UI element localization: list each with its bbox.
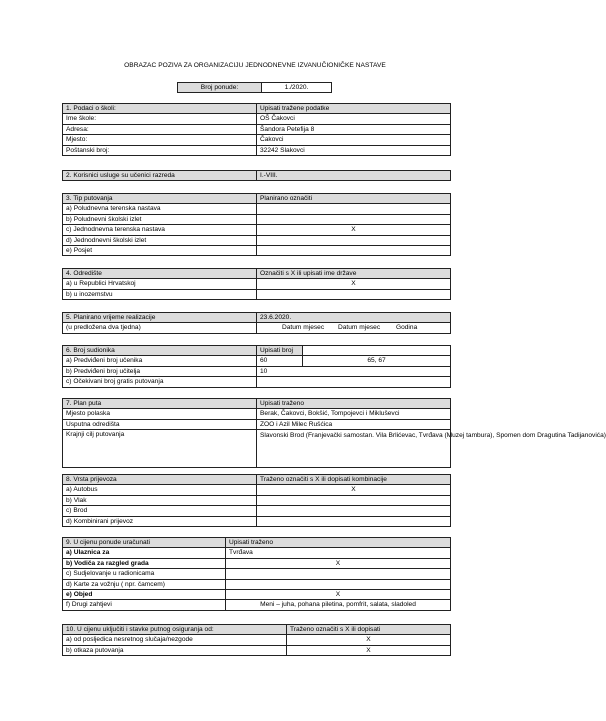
table-row <box>63 204 451 214</box>
table-row <box>63 635 451 645</box>
table-row <box>63 600 451 610</box>
table-row <box>63 495 451 505</box>
row-value <box>257 495 451 505</box>
table-row <box>63 245 451 255</box>
section-header: 1. Podaci o školi: <box>63 104 257 114</box>
table-row <box>63 235 451 245</box>
row-label: b) Predviđeni broj učitelja <box>63 366 257 376</box>
table-row <box>63 135 451 145</box>
itinerary-table <box>62 398 606 468</box>
row-label: c) Brod <box>63 506 257 516</box>
included-in-price-table <box>62 537 451 611</box>
school-info-table <box>62 103 451 156</box>
table-row <box>63 145 451 155</box>
table-row <box>63 569 451 579</box>
section-header: 2. Korisnici usluge su učenici razreda <box>63 171 257 181</box>
row-value: Čakovci <box>257 135 451 145</box>
row-label: d) Kombinirani prijevoz <box>63 516 257 526</box>
table-row <box>63 485 451 495</box>
row-value <box>257 516 451 526</box>
row-label: Adresa: <box>63 124 257 134</box>
section-header-instruction: Traženo označiti s X ili dopisati kombinacije <box>257 475 451 485</box>
document-title: OBRAZAC POZIVA ZA ORGANIZACIJU JEDNODNEVNE IZVANUČIONIČKE NASTAVE <box>124 62 386 69</box>
row-value <box>257 289 451 299</box>
row-label: b) Vodiča za razgled grada <box>63 558 226 568</box>
row-value: Tvrđava <box>226 548 451 558</box>
table-row <box>63 589 451 599</box>
table-row <box>63 114 451 124</box>
row-value: X <box>226 589 451 599</box>
grades-table <box>62 170 451 181</box>
date-label: Godina <box>395 324 418 332</box>
section-header: 4. Odredište <box>63 269 257 279</box>
offer-number-value: 1./2020. <box>262 83 332 93</box>
row-value <box>257 506 451 516</box>
row-value <box>226 569 451 579</box>
date-label: Datum mjesec <box>282 324 325 332</box>
row-label: (u predložena dva tjedna) <box>63 323 257 333</box>
row-label: Poštanski broj: <box>63 145 257 155</box>
transport-table <box>62 474 451 527</box>
row-label: a) u Republici Hrvatskoj <box>63 279 257 289</box>
date-labels <box>257 323 451 333</box>
row-label: a) Autobus <box>63 485 257 495</box>
row-value: X <box>257 225 451 235</box>
table-row <box>63 430 451 468</box>
row-label: b) u inozemstvu <box>63 289 257 299</box>
table-row <box>63 419 451 429</box>
row-label: Krajnji cilj putovanja <box>63 430 257 468</box>
row-value <box>257 235 451 245</box>
table-row <box>63 645 451 655</box>
participants-table <box>62 345 451 388</box>
row-label: d) Karte za vožnju ( npr. čamcem) <box>63 579 226 589</box>
trip-type-table <box>62 193 451 256</box>
row-value: Meni – juha, pohana piletina, pomfrit, salata, sladoled <box>226 600 451 610</box>
row-label: a) Predviđeni broj učenika <box>63 356 257 366</box>
table-row <box>63 558 451 568</box>
section-header-instruction: Označiti s X ili upisati ime države <box>257 269 451 279</box>
row-label: b) Poludnevni školski izlet <box>63 214 257 224</box>
section-header: 9. U cijenu ponude uračunati <box>63 538 226 548</box>
row-value: 60 <box>257 356 303 366</box>
row-value: X <box>257 485 451 495</box>
offer-number-table <box>177 82 332 93</box>
row-label: b) otkaza putovanja <box>63 645 287 655</box>
row-value: X <box>287 635 451 645</box>
row-value: OŠ Čakovci <box>257 114 451 124</box>
row-value: Slavonski Brod (Franjevački samostan. Vila Brlićevac, Tvrđava (Muzej tambura), Spomen dom Dragutina Tadijanovića) <box>257 430 451 468</box>
row-label: Mjesto polaska <box>63 409 257 419</box>
table-row <box>63 366 451 376</box>
row-value: X <box>287 645 451 655</box>
row-value <box>226 579 451 589</box>
row-label: c) Jednodnevna terenska nastava <box>63 225 257 235</box>
table-row <box>63 289 451 299</box>
row-label: a) od posljedica nesretnog slučaja/nezgode <box>63 635 287 645</box>
row-value <box>257 214 451 224</box>
section-header-instruction: Upisati broj <box>257 346 303 356</box>
row-label: f) Drugi zahtjevi <box>63 600 226 610</box>
row-value <box>257 204 451 214</box>
row-label: b) Vlak <box>63 495 257 505</box>
table-row <box>63 409 451 419</box>
row-value: Berak, Čakovci, Bokšić, Tompojevci i Mikluševci <box>257 409 451 419</box>
row-label: c) Sudjelovanje u radionicama <box>63 569 226 579</box>
row-value: X <box>257 279 451 289</box>
table-row <box>63 225 451 235</box>
row-value: 32242 Slakovci <box>257 145 451 155</box>
section-header: 6. Broj sudionika <box>63 346 257 356</box>
section-header-instruction: Traženo označiti s X ili dopisati <box>287 625 451 635</box>
table-row <box>63 579 451 589</box>
section-header: 7. Plan puta <box>63 399 257 409</box>
table-row <box>63 506 451 516</box>
destination-table <box>62 268 451 300</box>
section-header: 5. Planirano vrijeme realizacije <box>63 313 257 323</box>
table-row <box>63 124 451 134</box>
table-row <box>63 279 451 289</box>
row-value: Šandora Petefija 8 <box>257 124 451 134</box>
row-value: 65, 67 <box>303 356 451 366</box>
planned-date: 23.6.2020. <box>257 313 451 323</box>
date-label: Datum mjesec <box>337 324 381 332</box>
row-label: c) Očekivani broj gratis putovanja <box>63 377 257 387</box>
row-label: Usputna odredišta <box>63 419 257 429</box>
row-label: e) Posjet <box>63 245 257 255</box>
row-value: ZOO i Azil Milec Rušćica <box>257 419 451 429</box>
table-row <box>63 548 451 558</box>
section-header: 10. U cijenu uključiti i stavke putnog osiguranja od: <box>63 625 287 635</box>
travel-insurance-table <box>62 624 451 656</box>
section-header: 8. Vrsta prijevoza <box>63 475 257 485</box>
row-value: X <box>226 558 451 568</box>
table-row <box>63 516 451 526</box>
section-header-instruction: Upisati tražene podatke <box>257 104 451 114</box>
table-row <box>63 214 451 224</box>
row-label: Mjesto: <box>63 135 257 145</box>
section-header: 3. Tip putovanja <box>63 194 257 204</box>
row-label: a) Poludnevna terenska nastava <box>63 204 257 214</box>
table-row <box>63 356 451 366</box>
section-header-instruction: Upisati traženo <box>226 538 451 548</box>
row-label: a) Ulaznica za <box>63 548 226 558</box>
section-header-instruction: Planirano označiti <box>257 194 451 204</box>
row-value <box>257 377 451 387</box>
table-row <box>63 377 451 387</box>
row-value: 10 <box>257 366 451 376</box>
row-value <box>257 245 451 255</box>
row-label: e) Objed <box>63 589 226 599</box>
offer-number-label: Broj ponude: <box>178 83 262 93</box>
section-header-instruction: Upisati traženo <box>257 399 451 409</box>
row-label: Ime škole: <box>63 114 257 124</box>
table-row <box>63 323 451 333</box>
planned-time-table <box>62 312 451 334</box>
row-label: d) Jednodnevni školski izlet <box>63 235 257 245</box>
grades-value: I.-VIII. <box>257 171 451 181</box>
